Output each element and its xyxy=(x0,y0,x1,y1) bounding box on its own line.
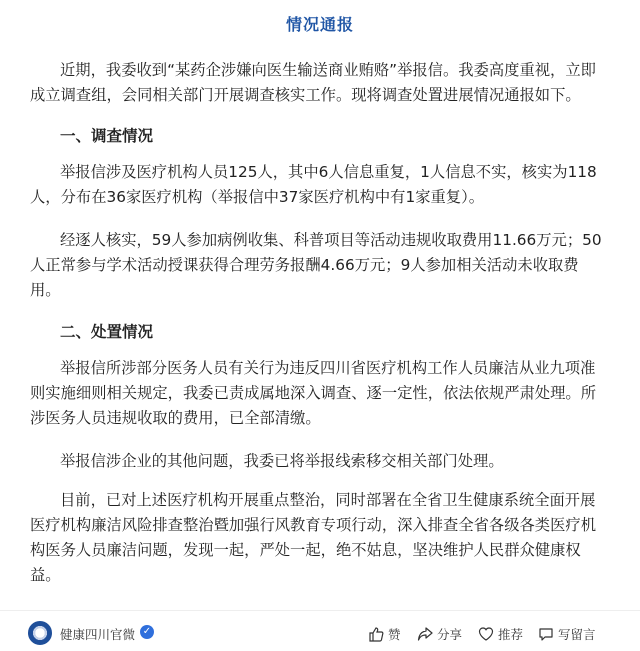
text-line: 医疗机构廉洁风险排查整治暨加强行风教育专项行动，深入排查全省各级各类医疗机 xyxy=(30,516,596,534)
share-label: 分享 xyxy=(437,627,463,642)
handling-paragraph-2 xyxy=(30,449,610,474)
text-line: 举报信所涉部分医务人员有关行为违反四川省医疗机构工作人员廉洁从业九项准 xyxy=(60,359,596,377)
text-line: 近期，我委收到“某药企涉嫌向医生输送商业贿赂”举报信。我委高度重视，立即 xyxy=(60,61,596,79)
comment-icon xyxy=(538,626,554,642)
comment-label: 写留言 xyxy=(558,627,596,642)
text-line: 目前，已对上述医疗机构开展重点整治，同时部署在全省卫生健康系统全面开展 xyxy=(60,491,596,509)
investigation-paragraph-1 xyxy=(30,160,610,210)
recommend-icon xyxy=(478,626,494,642)
thumbs-up-icon xyxy=(368,626,384,642)
text-line: 举报信涉企业的其他问题，我委已将举报线索移交相关部门处理。 xyxy=(60,452,504,470)
share-icon xyxy=(417,626,433,642)
text-line: 成立调查组，会同相关部门开展调查核实工作。现将调查处置进展情况通报如下。 xyxy=(30,86,581,104)
text-line: 人，分布在36家医疗机构（举报信中37家医疗机构中有1家重复）。 xyxy=(30,188,485,206)
section-heading-investigation: 一、调查情况 xyxy=(60,127,154,145)
verified-icon: ✓ xyxy=(140,625,154,639)
account-name[interactable]: 健康四川官微 xyxy=(60,627,136,642)
page-title: 情况通报 xyxy=(285,15,354,34)
text-line: 人正常参与学术活动授课获得合理劳务报酬4.66万元；9人参加相关活动未收取费 xyxy=(30,256,579,274)
investigation-paragraph-2 xyxy=(30,228,610,303)
recommend-label: 推荐 xyxy=(498,627,524,642)
action-bar xyxy=(0,610,640,651)
text-line: 举报信涉及医疗机构人员125人，其中6人信息重复，1人信息不实，核实为118 xyxy=(60,163,597,181)
handling-paragraph-3 xyxy=(30,488,610,588)
section-heading-handling: 二、处置情况 xyxy=(60,323,154,341)
text-line: 用。 xyxy=(30,281,61,299)
text-line: 则实施细则相关规定，我委已责成属地深入调查、逐一定性，依法依规严肃处理。所 xyxy=(30,384,596,402)
text-line: 构医务人员廉洁问题，发现一起，严处一起，绝不姑息，坚决维护人民群众健康权 xyxy=(30,541,581,559)
like-button[interactable] xyxy=(368,625,401,643)
text-line: 经逐人核实，59人参加病例收集、科普项目等活动违规收取费用11.66万元；50 xyxy=(60,231,602,249)
text-line: 涉医务人员违规收取的费用，已全部清缴。 xyxy=(30,409,321,427)
handling-paragraph-1 xyxy=(30,356,610,431)
like-label: 赞 xyxy=(388,627,401,642)
avatar-seal-icon[interactable] xyxy=(28,621,52,645)
recommend-button[interactable] xyxy=(478,625,523,643)
intro-paragraph xyxy=(30,58,610,108)
text-line: 益。 xyxy=(30,566,61,584)
share-button[interactable] xyxy=(417,625,462,643)
comment-button[interactable] xyxy=(538,625,596,643)
